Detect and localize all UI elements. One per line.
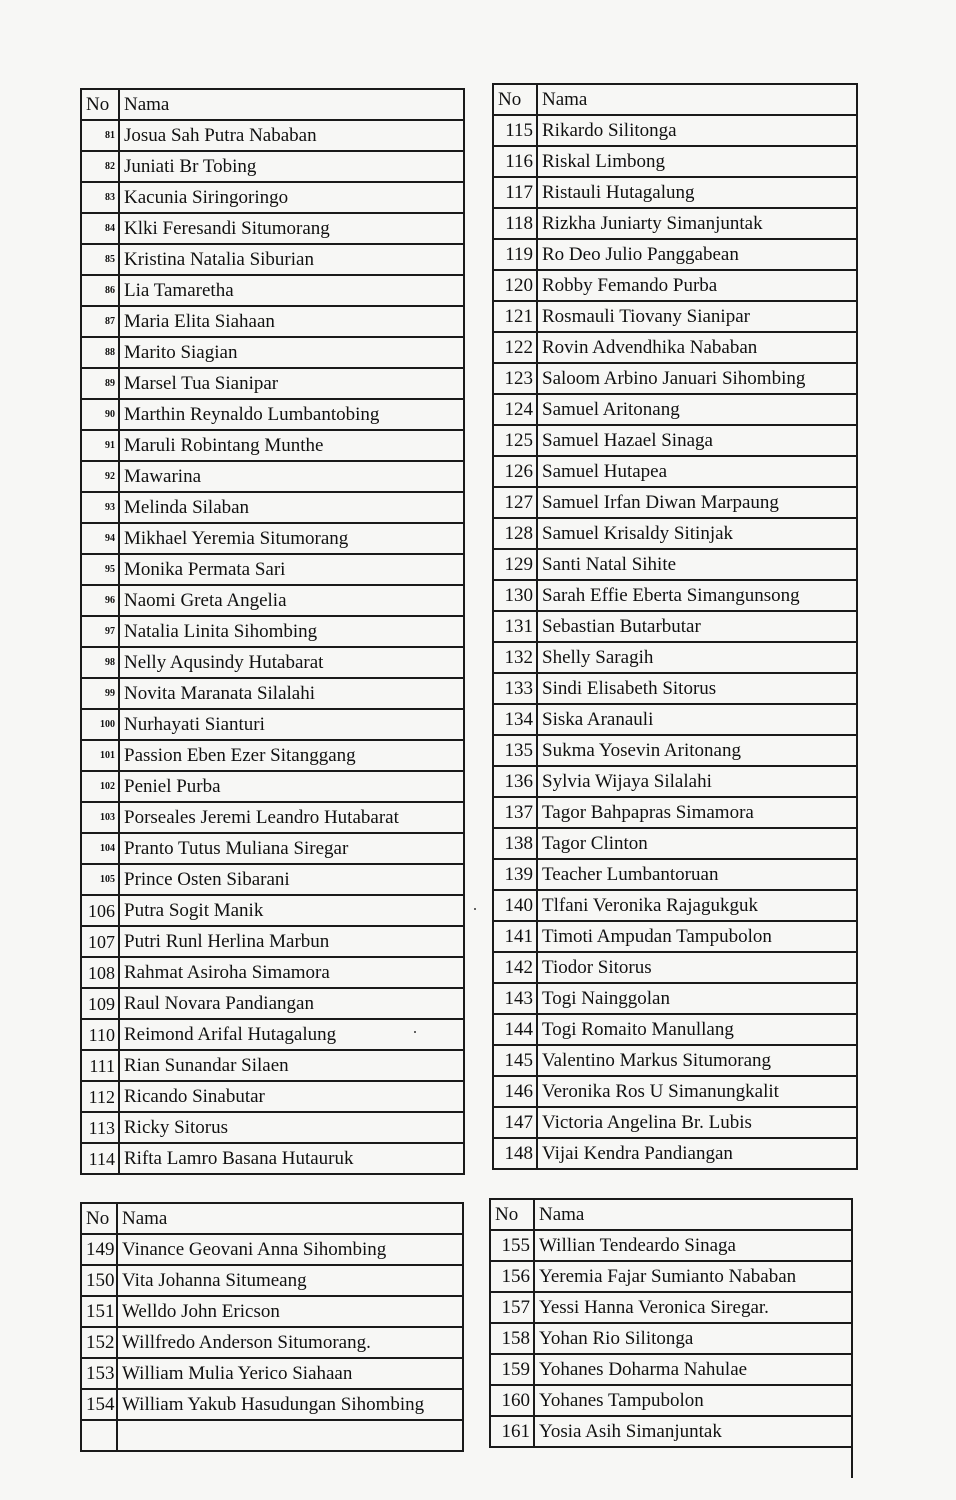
row-number: 126 [493,456,537,487]
row-number: 100 [81,709,119,740]
header-nama: Nama [117,1203,463,1234]
table-row [493,301,857,332]
row-number: 90 [81,399,119,430]
row-number: 117 [493,177,537,208]
table-row [81,151,464,182]
table-header-row [81,1203,463,1234]
row-name: Tagor Bahpapras Simamora [537,797,857,828]
row-number: 88 [81,337,119,368]
row-name: Yohan Rio Silitonga [534,1323,852,1354]
row-number: 92 [81,461,119,492]
table-row [493,115,857,146]
row-number: 122 [493,332,537,363]
row-name: Prince Osten Sibarani [119,864,464,895]
row-number: 87 [81,306,119,337]
row-number: 84 [81,213,119,244]
row-number: 123 [493,363,537,394]
row-name: Marsel Tua Sianipar [119,368,464,399]
row-number: 139 [493,859,537,890]
row-number: 98 [81,647,119,678]
row-name: William Mulia Yerico Siahaan [117,1358,463,1389]
table-row [81,1265,463,1296]
table-row [493,208,857,239]
table-row [493,921,857,952]
row-name: Valentino Markus Situmorang [537,1045,857,1076]
table-row [81,926,464,957]
row-name: Siska Aranauli [537,704,857,735]
table-row [81,802,464,833]
table-row [493,766,857,797]
row-name: Robby Femando Purba [537,270,857,301]
row-name: Ristauli Hutagalung [537,177,857,208]
row-number: 102 [81,771,119,802]
table-row [81,957,464,988]
row-name: Marthin Reynaldo Lumbantobing [119,399,464,430]
row-number: 150 [81,1265,117,1296]
row-name: Sindi Elisabeth Sitorus [537,673,857,704]
table-row [493,704,857,735]
table-row [81,523,464,554]
row-number: 114 [81,1143,119,1174]
row-name: Maruli Robintang Munthe [119,430,464,461]
row-number: 137 [493,797,537,828]
row-name: Juniati Br Tobing [119,151,464,182]
table-row [493,270,857,301]
row-number: 152 [81,1327,117,1358]
table-row [493,828,857,859]
row-name: Putra Sogit Manik [119,895,464,926]
row-name: Marito Siagian [119,337,464,368]
table-row [81,337,464,368]
row-number: 91 [81,430,119,461]
table-row [81,554,464,585]
table-row [81,430,464,461]
table-row [81,1234,463,1265]
row-name: Welldo John Ericson [117,1296,463,1327]
row-name: Sukma Yosevin Aritonang [537,735,857,766]
row-name: Santi Natal Sihite [537,549,857,580]
header-nama: Nama [537,84,857,115]
row-name: Samuel Hutapea [537,456,857,487]
row-number: 112 [81,1081,119,1112]
table-row [81,368,464,399]
row-number: 157 [490,1292,534,1323]
row-number: 145 [493,1045,537,1076]
row-name: Togi Nainggolan [537,983,857,1014]
row-name: Tiodor Sitorus [537,952,857,983]
row-name: Lia Tamaretha [119,275,464,306]
scan-speck [414,1031,416,1033]
table-row [493,611,857,642]
table-row [490,1354,852,1385]
row-number: 144 [493,1014,537,1045]
row-number: 121 [493,301,537,332]
row-number: 125 [493,425,537,456]
table-row [490,1416,852,1447]
row-number: 146 [493,1076,537,1107]
table-row [81,306,464,337]
row-name: Nelly Aqusindy Hutabarat [119,647,464,678]
table-row [81,492,464,523]
table-row [81,678,464,709]
row-number: 133 [493,673,537,704]
row-number: 110 [81,1019,119,1050]
row-name: Yessi Hanna Veronica Siregar. [534,1292,852,1323]
row-name: Nurhayati Sianturi [119,709,464,740]
row-name: Rovin Advendhika Nababan [537,332,857,363]
header-no: No [81,89,119,120]
row-number: 129 [493,549,537,580]
header-nama: Nama [119,89,464,120]
row-name: Samuel Hazael Sinaga [537,425,857,456]
row-name: Samuel Aritonang [537,394,857,425]
row-number: 160 [490,1385,534,1416]
row-name: Willfredo Anderson Situmorang. [117,1327,463,1358]
table-row [493,394,857,425]
row-number: 142 [493,952,537,983]
row-number: 147 [493,1107,537,1138]
row-name: Togi Romaito Manullang [537,1014,857,1045]
row-number: 130 [493,580,537,611]
row-number: 138 [493,828,537,859]
row-number: 127 [493,487,537,518]
row-name: Sebastian Butarbutar [537,611,857,642]
row-name: Yosia Asih Simanjuntak [534,1416,852,1447]
table-row [493,456,857,487]
row-number: 105 [81,864,119,895]
row-number: 141 [493,921,537,952]
table-row [493,363,857,394]
row-name: Klki Feresandi Situmorang [119,213,464,244]
row-number: 120 [493,270,537,301]
row-number: 111 [81,1050,119,1081]
table-row [493,177,857,208]
row-name: Naomi Greta Angelia [119,585,464,616]
table-row [490,1230,852,1261]
row-number: 134 [493,704,537,735]
table-row [81,833,464,864]
row-number: 148 [493,1138,537,1169]
table-row [81,399,464,430]
table-row [81,585,464,616]
table-row [81,1389,463,1420]
row-number: 132 [493,642,537,673]
row-name: Peniel Purba [119,771,464,802]
row-name: Ricando Sinabutar [119,1081,464,1112]
table-row [493,580,857,611]
table-row [81,709,464,740]
row-number: 96 [81,585,119,616]
row-name: Yeremia Fajar Sumianto Nababan [534,1261,852,1292]
row-name: Timoti Ampudan Tampubolon [537,921,857,952]
table-row [81,461,464,492]
row-number: 118 [493,208,537,239]
table-row [493,425,857,456]
row-name: Putri Runl Herlina Marbun [119,926,464,957]
table-row [81,1019,464,1050]
row-name: Saloom Arbino Januari Sihombing [537,363,857,394]
row-name: Rikardo Silitonga [537,115,857,146]
row-number: 83 [81,182,119,213]
table-row [81,244,464,275]
header-no: No [490,1199,534,1230]
name-table-2 [492,83,858,1170]
table-row [81,1112,464,1143]
row-number: 158 [490,1323,534,1354]
row-number: 136 [493,766,537,797]
row-name: Rian Sunandar Silaen [119,1050,464,1081]
row-name: Yohanes Doharma Nahulae [534,1354,852,1385]
row-number: 86 [81,275,119,306]
row-number: 99 [81,678,119,709]
table-row [493,1107,857,1138]
header-no: No [493,84,537,115]
table-row [490,1261,852,1292]
table-row [493,487,857,518]
table-row [493,642,857,673]
row-name: Mawarina [119,461,464,492]
row-number: 85 [81,244,119,275]
row-name: Tagor Clinton [537,828,857,859]
table-row [493,797,857,828]
row-number: 161 [490,1416,534,1447]
table-row [493,859,857,890]
row-number: 143 [493,983,537,1014]
table-row [81,771,464,802]
row-number: 153 [81,1358,117,1389]
row-name: Passion Eben Ezer Sitanggang [119,740,464,771]
table-row [493,673,857,704]
row-number: 154 [81,1389,117,1420]
row-number: 155 [490,1230,534,1261]
row-name: Vita Johanna Situmeang [117,1265,463,1296]
row-number: 81 [81,120,119,151]
table-row [81,864,464,895]
row-name: William Yakub Hasudungan Sihombing [117,1389,463,1420]
row-name: Raul Novara Pandiangan [119,988,464,1019]
table-header-row [81,89,464,120]
table-row [493,1014,857,1045]
row-number: 89 [81,368,119,399]
table-row [81,1143,464,1174]
row-name: Rifta Lamro Basana Hutauruk [119,1143,464,1174]
row-name: Kristina Natalia Siburian [119,244,464,275]
table-row [81,1358,463,1389]
row-name: Monika Permata Sari [119,554,464,585]
row-number: 159 [490,1354,534,1385]
table-row [493,1045,857,1076]
row-name: Rizkha Juniarty Simanjuntak [537,208,857,239]
row-number: 140 [493,890,537,921]
table-row [493,983,857,1014]
row-name: Natalia Linita Sihombing [119,616,464,647]
row-name: Reimond Arifal Hutagalung [119,1019,464,1050]
row-name: Vinance Geovani Anna Sihombing [117,1234,463,1265]
table-header-row [490,1199,852,1230]
row-name: Rosmauli Tiovany Sianipar [537,301,857,332]
table-row [81,740,464,771]
row-number: 94 [81,523,119,554]
row-number: 101 [81,740,119,771]
header-nama: Nama [534,1199,852,1230]
row-name: Riskal Limbong [537,146,857,177]
row-name: Samuel Irfan Diwan Marpaung [537,487,857,518]
table-row [81,1296,463,1327]
table-row [493,518,857,549]
scan-speck [474,908,476,910]
table-row [81,120,464,151]
row-name: Veronika Ros U Simanungkalit [537,1076,857,1107]
row-name: Teacher Lumbantoruan [537,859,857,890]
table-row [490,1292,852,1323]
name-table-1 [80,88,465,1175]
header-no: No [81,1203,117,1234]
row-name: Willian Tendeardo Sinaga [534,1230,852,1261]
row-name: Vijai Kendra Pandiangan [537,1138,857,1169]
row-number: 82 [81,151,119,182]
table-row [493,332,857,363]
table-row [81,988,464,1019]
row-number: 108 [81,957,119,988]
row-name: Melinda Silaban [119,492,464,523]
row-name: Kacunia Siringoringo [119,182,464,213]
row-number: 109 [81,988,119,1019]
row-name [117,1420,463,1451]
row-name: Tlfani Veronika Rajagukguk [537,890,857,921]
row-name: Sarah Effie Eberta Simangunsong [537,580,857,611]
row-name: Maria Elita Siahaan [119,306,464,337]
table-row [81,895,464,926]
row-number: 128 [493,518,537,549]
row-name: Victoria Angelina Br. Lubis [537,1107,857,1138]
table-row [81,1050,464,1081]
table-row [493,735,857,766]
row-number: 119 [493,239,537,270]
table-row [81,1327,463,1358]
table-row [490,1385,852,1416]
row-number: 113 [81,1112,119,1143]
table-row [493,1076,857,1107]
row-name: Ricky Sitorus [119,1112,464,1143]
row-name: Ro Deo Julio Panggabean [537,239,857,270]
table-row [81,213,464,244]
row-name: Samuel Krisaldy Sitinjak [537,518,857,549]
row-number: 95 [81,554,119,585]
table-row [81,616,464,647]
table-row [81,1420,463,1451]
table-row [81,647,464,678]
row-number: 107 [81,926,119,957]
table-row [493,239,857,270]
row-name: Novita Maranata Silalahi [119,678,464,709]
table-row [490,1323,852,1354]
row-name: Pranto Tutus Muliana Siregar [119,833,464,864]
row-name: Josua Sah Putra Nababan [119,120,464,151]
table-row [493,549,857,580]
table-row [493,146,857,177]
row-number: 93 [81,492,119,523]
row-number: 131 [493,611,537,642]
table-row [493,890,857,921]
row-number: 156 [490,1261,534,1292]
row-number: 151 [81,1296,117,1327]
row-name: Mikhael Yeremia Situmorang [119,523,464,554]
row-number: 106 [81,895,119,926]
row-name: Shelly Saragih [537,642,857,673]
name-table-3 [80,1202,464,1452]
row-number: 135 [493,735,537,766]
row-number [81,1420,117,1451]
row-name: Yohanes Tampubolon [534,1385,852,1416]
table-row [81,275,464,306]
row-number: 149 [81,1234,117,1265]
row-number: 104 [81,833,119,864]
row-number: 116 [493,146,537,177]
row-number: 103 [81,802,119,833]
row-number: 97 [81,616,119,647]
table-row [493,1138,857,1169]
row-name: Porseales Jeremi Leandro Hutabarat [119,802,464,833]
row-number: 124 [493,394,537,425]
table-row [81,182,464,213]
row-name: Rahmat Asiroha Simamora [119,957,464,988]
table-row [493,952,857,983]
table-row [81,1081,464,1112]
table-header-row [493,84,857,115]
row-number: 115 [493,115,537,146]
name-table-4 [489,1198,853,1448]
page-edge-line [851,1440,853,1478]
row-name: Sylvia Wijaya Silalahi [537,766,857,797]
